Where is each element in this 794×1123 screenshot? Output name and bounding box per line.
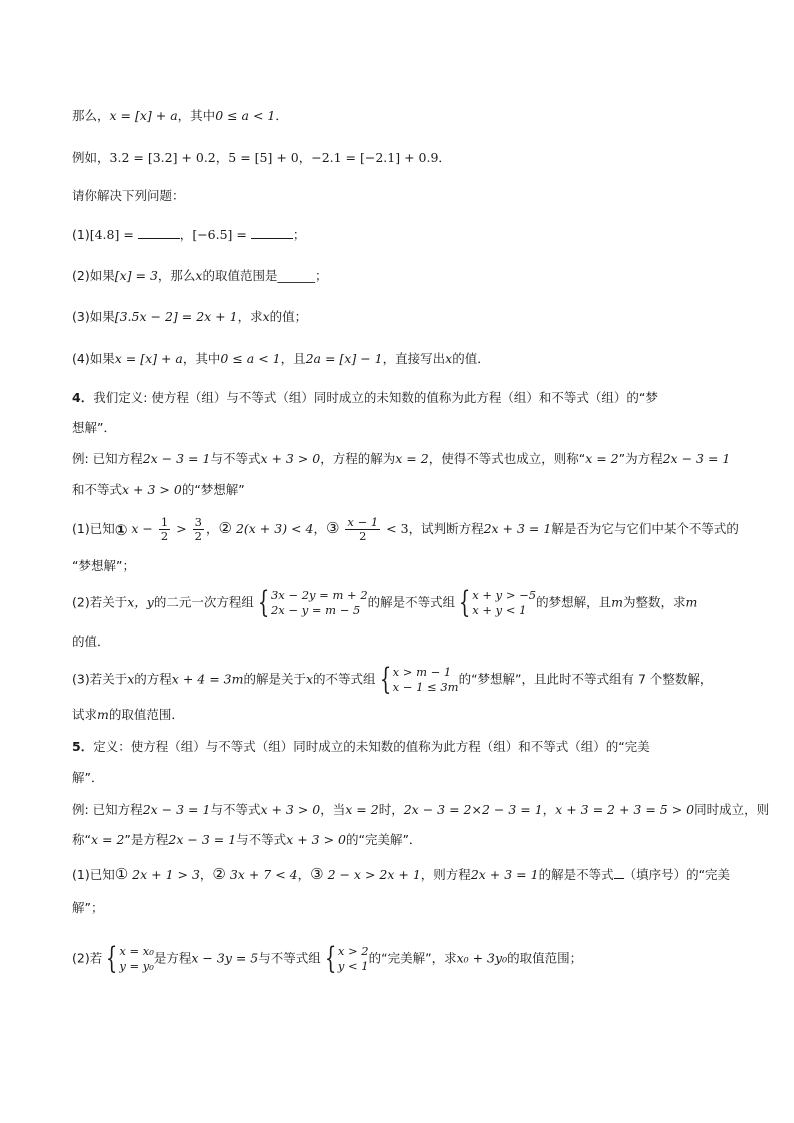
text: 的取值范围． — [108, 707, 184, 722]
q4-part-3-cont — [72, 705, 184, 725]
q4-part-2-cont: 的值． — [72, 634, 110, 649]
intro-line-1 — [72, 106, 288, 126]
text: ”为方程 — [618, 451, 663, 466]
inequality-system — [338, 944, 369, 974]
math-expression: −2.1 = [−2.1] + 0.9 — [311, 150, 439, 165]
text: ， — [313, 521, 326, 536]
text: 的“梦想解” — [181, 482, 245, 497]
text: (2)若关于 — [72, 594, 128, 610]
q4-part-3 — [72, 662, 713, 697]
fraction — [159, 516, 170, 543]
math-expression: [4.8] = — [89, 227, 134, 242]
inequality: x + y < 1 — [472, 603, 527, 617]
q4-definition-line-2: 想解”． — [72, 420, 116, 435]
equation: 3x − 2y = m + 2 — [270, 588, 368, 602]
text: 的方程 — [134, 671, 172, 687]
q5-part-1 — [72, 864, 730, 885]
denominator: 2 — [359, 529, 367, 543]
text: 和不等式 — [72, 482, 123, 497]
q4-definition-line-1 — [72, 388, 658, 408]
math-expression: 2x − 3 = 2×2 − 3 = 1 — [403, 802, 543, 817]
fraction — [345, 516, 380, 543]
math-expression: 0 ≤ a < 1 — [220, 351, 281, 366]
equation: y = y₀ — [119, 959, 154, 973]
inequality-system — [472, 588, 536, 618]
math-expression: 2a = [x] − 1 — [305, 351, 383, 366]
q3-part-2 — [72, 266, 328, 286]
numerator: x − 1 — [347, 515, 379, 529]
fraction — [193, 516, 204, 543]
text: （填序号）的“完美 — [623, 867, 731, 882]
math-expression: [−6.5] = — [192, 227, 247, 242]
math-variable: x，y — [127, 594, 154, 610]
text: ， — [206, 521, 219, 536]
denominator: 2 — [194, 529, 202, 543]
text: 例如， — [72, 150, 110, 165]
math-expression: [x] = 3 — [114, 268, 158, 283]
math-expression: 5 = [5] + 0 — [228, 150, 299, 165]
circled-number-2: ② — [218, 519, 232, 537]
text: ，当 — [320, 802, 346, 817]
math-expression: x + 3 = 2 + 3 = 5 > 0 — [555, 802, 695, 817]
text: 的值； — [269, 309, 308, 324]
text: (1)已知 — [72, 867, 115, 882]
text: 的梦想解，且 — [536, 594, 612, 610]
text: ，那么 — [157, 268, 196, 283]
q5-part-2 — [72, 941, 583, 976]
q4-example-line-2 — [72, 480, 245, 500]
inequality: x > m − 1 — [392, 665, 452, 679]
text: (2)如果 — [72, 268, 115, 283]
circled-number-1: ① — [114, 521, 128, 539]
math-expression: x − 3y = 5 — [191, 950, 259, 966]
math-variable: x — [305, 671, 314, 687]
math-expression: 2x − 3 = 1 — [142, 802, 211, 817]
text: ， — [179, 227, 193, 242]
math-expression: 2x − 3 = 1 — [142, 451, 211, 466]
math-expression: x = [x] + a — [114, 351, 183, 366]
text: ，其中 — [182, 351, 221, 366]
intro-line-2 — [72, 148, 451, 168]
text: 为整数，求 — [622, 594, 686, 610]
denominator: 2 — [160, 529, 169, 543]
text: 的二元一次方程组 — [153, 594, 254, 610]
text: 例: 已知方程 — [72, 802, 143, 817]
answer-blank[interactable] — [614, 865, 624, 879]
inequality-system — [393, 665, 459, 695]
answer-blank[interactable] — [138, 225, 180, 239]
text: ； — [292, 227, 306, 242]
text: ， — [542, 802, 556, 817]
math-expression: 2x + 3 = 1 — [470, 867, 539, 882]
text: 定义：使方程（组）与不等式（组）同时成立的未知数的值称为此方程（组）和不等式（组）的“完美 — [93, 739, 650, 754]
text: 的“完美解”． — [345, 832, 422, 847]
math-expression: x = 2 — [395, 451, 429, 466]
math-expression: 0 ≤ a < 1 — [215, 108, 276, 123]
left-brace: { — [379, 662, 391, 697]
q4-example-line-1 — [72, 449, 730, 469]
part-label: (1) — [72, 227, 90, 242]
left-brace: { — [257, 585, 270, 620]
inequality: x + y > −5 — [472, 588, 537, 602]
text: ，其中 — [177, 108, 216, 123]
inequality: x > 2 — [337, 944, 369, 958]
text: ，则方程 — [420, 867, 471, 882]
q5-definition-line-1 — [72, 737, 650, 757]
numerator: 1 — [160, 515, 169, 529]
text: ． — [438, 150, 451, 165]
intro-line-3: 请你解决下列问题： — [72, 188, 185, 203]
text: (3)如果 — [72, 309, 115, 324]
math-variable: x — [127, 671, 135, 687]
text: (4)如果 — [72, 351, 115, 366]
question-number: 5． — [72, 739, 94, 754]
equation: x = x₀ — [119, 944, 154, 958]
text: 的值． — [452, 351, 490, 366]
left-brace: { — [106, 941, 118, 976]
math-expression: 3x + 7 < 4 — [229, 867, 298, 882]
text: ， — [199, 867, 213, 882]
text: 的取值范围； — [507, 950, 583, 966]
q5-example-line-1 — [72, 800, 769, 820]
circled-number-1: ① — [114, 865, 129, 883]
text: ，方程的解为 — [320, 451, 396, 466]
math-expression: x = 2 — [90, 832, 125, 847]
math-expression: x + 4 = 3m — [171, 671, 244, 687]
q5-definition-line-2: 解”． — [72, 770, 104, 785]
q4-part-2 — [72, 585, 698, 620]
left-brace: { — [324, 941, 337, 976]
math-expression: x − — [131, 521, 153, 536]
text: 解是否为它与它们中某个不等式的 — [551, 521, 739, 536]
text: 称“ — [72, 832, 91, 847]
left-brace: { — [458, 585, 471, 620]
text: ，且 — [280, 351, 306, 366]
math-expression: 2x + 1 > 3 — [132, 867, 200, 882]
q3-part-4 — [72, 349, 490, 369]
math-operator: > — [176, 521, 187, 536]
q4-part-1 — [72, 516, 739, 543]
math-expression: [3.5x − 2] = 2x + 1 — [114, 309, 238, 324]
text: 例: 已知方程 — [72, 451, 143, 466]
text: 与不等式 — [210, 802, 261, 817]
text: 的取值范围是______； — [202, 268, 328, 283]
math-expression: 2x + 3 = 1 — [483, 521, 552, 536]
text: 时， — [378, 802, 404, 817]
circled-number-2: ② — [212, 865, 226, 883]
text: 的解是不等式组 — [367, 594, 456, 610]
text: (1)已知 — [72, 521, 115, 536]
numerator: 3 — [194, 515, 202, 529]
answer-blank[interactable] — [251, 225, 293, 239]
solution-system — [119, 944, 154, 974]
math-expression: < 3 — [386, 521, 409, 536]
text: 与不等式 — [210, 451, 261, 466]
math-expression: x₀ + 3y₀ — [456, 950, 508, 966]
math-variable: m — [685, 594, 698, 610]
inequality: x − 1 ≤ 3m — [392, 680, 459, 694]
circled-number-3: ③ — [310, 865, 324, 883]
text: 的解是不等式 — [538, 867, 614, 882]
text: ， — [297, 867, 311, 882]
math-variable: x — [445, 351, 453, 366]
text: 与不等式 — [236, 832, 287, 847]
circled-number-3: ③ — [325, 519, 340, 537]
q5-part-1-cont: 解”； — [72, 900, 104, 915]
text: ，试判断方程 — [408, 521, 484, 536]
text: ． — [275, 108, 288, 123]
math-variable: m — [611, 594, 623, 610]
question-number: 4． — [72, 390, 94, 405]
text: ，求 — [237, 309, 263, 324]
math-expression: x = 2 — [585, 451, 619, 466]
text: 的“梦想解”，且此时不等式组有 7 个整数解， — [458, 671, 713, 687]
math-expression: x + 3 > 0 — [260, 451, 321, 466]
math-expression: 3.2 = [3.2] + 0.2 — [109, 150, 216, 165]
math-expression: 2x − 3 = 1 — [168, 832, 237, 847]
math-expression: 2x − 3 = 1 — [662, 451, 731, 466]
equation: 2x − y = m − 5 — [270, 603, 361, 617]
q3-part-1 — [72, 225, 305, 245]
math-expression: 2 − x > 2x + 1 — [327, 867, 421, 882]
math-variable: m — [97, 707, 109, 722]
math-expression: x + 3 > 0 — [260, 802, 321, 817]
q4-part-1-cont: “梦想解”； — [72, 558, 135, 573]
text: (3)若关于 — [72, 671, 128, 687]
inequality: y < 1 — [337, 959, 369, 973]
text: 我们定义: 使方程（组）与不等式（组）同时成立的未知数的值称为此方程（组）和不等式（组）的“梦 — [93, 390, 658, 405]
text: ”是方程 — [124, 832, 169, 847]
math-expression: x = 2 — [345, 802, 379, 817]
text: (2)若 — [72, 950, 103, 966]
math-expression: 2(x + 3) < 4 — [235, 521, 314, 536]
text: 与不等式组 — [258, 950, 321, 966]
q3-part-3 — [72, 307, 307, 327]
math-variable: x — [195, 268, 203, 283]
math-expression: x + 3 > 0 — [122, 482, 182, 497]
text: ，使得不等式也成立，则称“ — [428, 451, 586, 466]
text: 的“完美解”，求 — [368, 950, 457, 966]
text: 那么， — [72, 108, 110, 123]
math-variable: x — [262, 309, 270, 324]
q5-example-line-2 — [72, 830, 421, 850]
text: ， — [215, 150, 229, 165]
text: ，直接写出 — [382, 351, 446, 366]
equation-system — [271, 588, 368, 618]
text: 试求 — [72, 707, 98, 722]
text: 是方程 — [153, 950, 192, 966]
text: 的解是关于 — [243, 671, 306, 687]
math-expression: x + 3 > 0 — [286, 832, 346, 847]
text: 的不等式组 — [313, 671, 376, 687]
math-expression: x = [x] + a — [109, 108, 178, 123]
text: ， — [298, 150, 312, 165]
text: 同时成立，则 — [694, 802, 770, 817]
